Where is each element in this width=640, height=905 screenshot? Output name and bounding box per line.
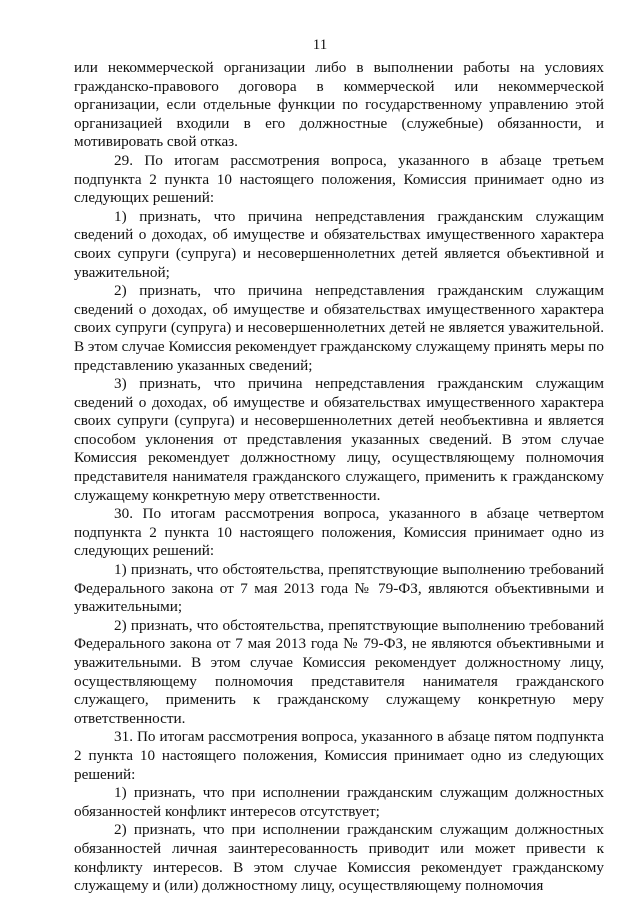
paragraph-clause-30-item-2: 2) признать, что обстоятельства, препятствующие выполнению требований Федерального закона от 7 мая 2013 года № 79-ФЗ, не являются объективными и уважительными. В этом случае Комиссия рекомендует должностному лицу, осуществляющему полномочия представителя нанимателя гражданского служащего, применить к гражданскому служащему конкретную меру ответственности. [74,616,604,727]
paragraph-clause-29-item-3: 3) признать, что причина непредставления гражданским служащим сведений о доходах, об имуществе и обязательствах имущественного характера своих супруги (супруга) и несовершеннолетних детей необъективна и является способом уклонения от представления указанных сведений. В этом случае Комиссия рекомендует должностному лицу, осуществляющему полномочия представителя нанимателя гражданского служащего, применить к гражданскому служащему конкретную меру ответственности. [74,375,604,504]
body-text [74,59,604,896]
paragraph-clause-29-item-1: 1) признать, что причина непредставления гражданским служащим сведений о доходах, об имуществе и обязательствах имущественного характера своих супруги (супруга) и несовершеннолетних детей является объективной и уважительной; [74,207,604,281]
paragraph-clause-31-item-2: 2) признать, что при исполнении гражданским служащим должностных обязанностей личная заинтересованность приводит или может привести к конфликту интересов. В этом случае Комиссия рекомендует гражданскому служащему и (или) должностному лицу, осуществляющему полномочия [74,821,604,895]
paragraph-clause-31: 31. По итогам рассмотрения вопроса, указанного в абзаце пятом подпункта 2 пункта 10 настоящего положения, Комиссия принимает одно из следующих решений: [74,728,604,783]
paragraph-clause-29: 29. По итогам рассмотрения вопроса, указанного в абзаце третьем подпункта 2 пункта 10 настоящего положения, Комиссия принимает одно из следующих решений: [74,151,604,207]
paragraph-clause-30-item-1: 1) признать, что обстоятельства, препятствующие выполнению требований Федерального закона от 7 мая 2013 года № 79-ФЗ, являются объективными и уважительными; [74,561,604,616]
paragraph-clause-31-item-1: 1) признать, что при исполнении гражданским служащим должностных обязанностей конфликт интересов отсутствует; [74,784,604,820]
page-number: 11 [312,37,328,53]
paragraph-continuation: или некоммерческой организации либо в выполнении работы на условиях гражданско-правового договора в коммерческой или некоммерческой организации, если отдельные функции по государственному управлению этой организацией входили в его должностные (служебные) обязанности, и мотивировать свой отказ. [74,59,604,151]
paragraph-clause-30: 30. По итогам рассмотрения вопроса, указанного в абзаце четвертом подпункта 2 пункта 10 настоящего положения, Комиссия принимает одно из следующих решений: [74,505,604,560]
paragraph-clause-29-item-2: 2) признать, что причина непредставления гражданским служащим сведений о доходах, об имуществе и обязательствах имущественного характера своих супруги (супруга) и несовершеннолетних детей не является уважительной. В этом случае Комиссия рекомендует гражданскому служащему принять меры по представлению указанных сведений; [74,282,604,374]
